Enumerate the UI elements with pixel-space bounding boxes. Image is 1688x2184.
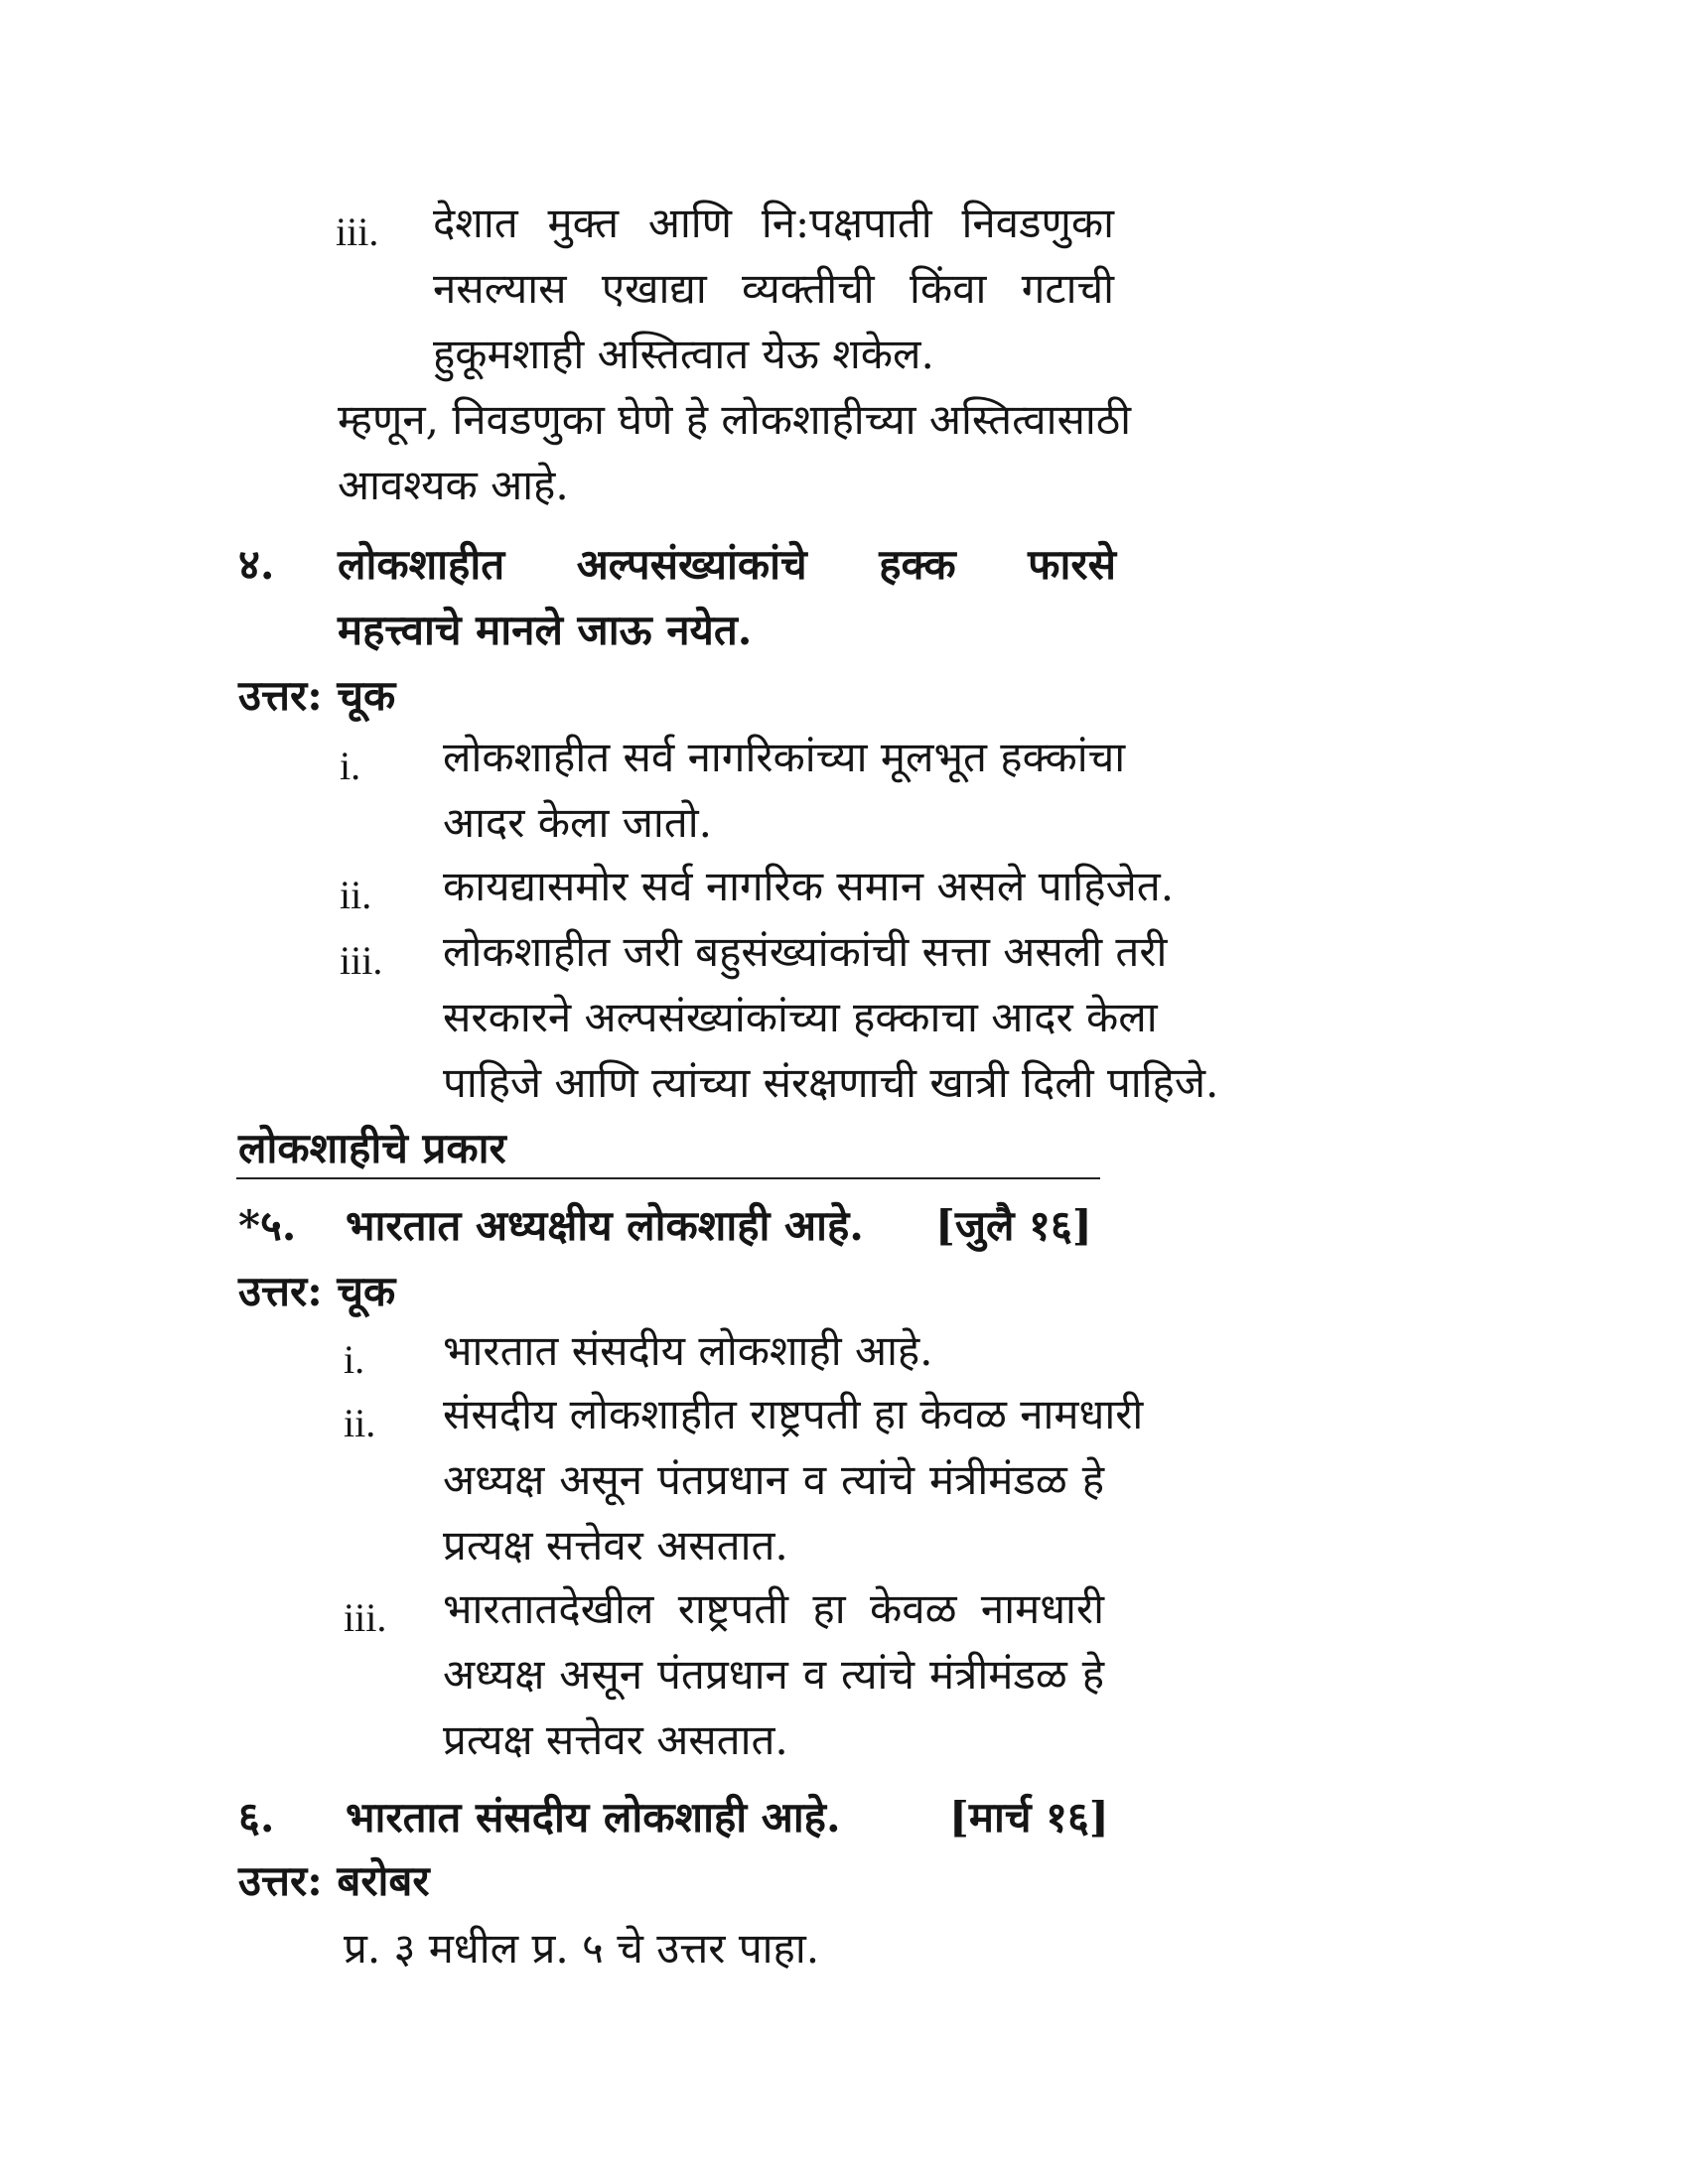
list-item-line: आदर केला जातो. [443,798,712,847]
conclusion-line: म्हणून, निवडणुका घेणे हे लोकशाहीच्या अस्तित्वासाठी [338,395,1132,444]
list-item-line: संसदीय लोकशाहीत राष्ट्रपती हा केवळ नामधारी [443,1390,1144,1438]
question-reference: [मार्च १६] [949,1793,1109,1842]
list-item-line: हुकूमशाही अस्तित्वात येऊ शकेल. [433,330,934,378]
list-item-line: पाहिजे आणि त्यांच्या संरक्षणाची खात्री दिली पाहिजे. [443,1058,1219,1107]
list-item-line: अध्यक्ष असून पंतप्रधान व त्यांचे मंत्रीमंडळ हे [443,1650,1104,1699]
list-item-line: देशात मुक्त आणि नि:पक्षपाती निवडणुका [433,199,1114,247]
list-number: i. [340,744,361,788]
question-text: लोकशाहीत अल्पसंख्यांकांचे हक्क फारसे [338,540,1116,589]
list-item-line: नसल्यास एखाद्या व्यक्तीची किंवा गटाची [433,264,1114,313]
list-number: iii. [340,938,383,983]
list-item-line: प्रत्यक्ष सत्तेवर असतात. [443,1715,788,1764]
section-divider [236,1177,1100,1179]
list-item-line: लोकशाहीत सर्व नागरिकांच्या मूलभूत हक्कांचा [443,733,1126,781]
list-item-line: कायद्यासमोर सर्व नागरिक समान असले पाहिजेत. [443,862,1175,910]
list-item-line: सरकारने अल्पसंख्यांकांच्या हक्काचा आदर केला [443,993,1158,1041]
question-number: *५. [238,1201,297,1250]
answer-label: उत्तर: चूक [238,671,396,720]
question-text: भारतात अध्यक्षीय लोकशाही आहे. [346,1201,864,1250]
list-item-line: प्रत्यक्ष सत्तेवर असतात. [443,1521,788,1570]
conclusion-line: आवश्यक आहे. [338,461,569,509]
list-number: i. [344,1337,365,1382]
list-number: iii. [344,1595,387,1640]
note-text: प्र. ३ मधील प्र. ५ चे उत्तर पाहा. [344,1924,820,1973]
question-number: ६. [238,1793,275,1842]
list-item-line: अध्यक्ष असून पंतप्रधान व त्यांचे मंत्रीमंडळ हे [443,1455,1104,1504]
question-text: महत्त्वाचे मानले जाऊ नयेत. [338,606,753,654]
question-reference: [जुलै १६] [935,1201,1092,1250]
list-number: ii. [344,1401,376,1445]
question-number: ४. [238,540,275,589]
question-text: भारतात संसदीय लोकशाही आहे. [346,1793,841,1842]
list-item-line: लोकशाहीत जरी बहुसंख्यांकांची सत्ता असली तरी [443,927,1168,976]
list-item-line: भारतात संसदीय लोकशाही आहे. [443,1326,933,1375]
list-number: ii. [340,873,372,917]
answer-label: उत्तर: चूक [238,1267,396,1315]
list-item-line: भारतातदेखील राष्ट्रपती हा केवळ नामधारी [443,1584,1104,1633]
list-number: iii. [336,209,379,254]
section-title: लोकशाहीचे प्रकार [238,1124,506,1172]
answer-label: उत्तर: बरोबर [238,1856,430,1905]
